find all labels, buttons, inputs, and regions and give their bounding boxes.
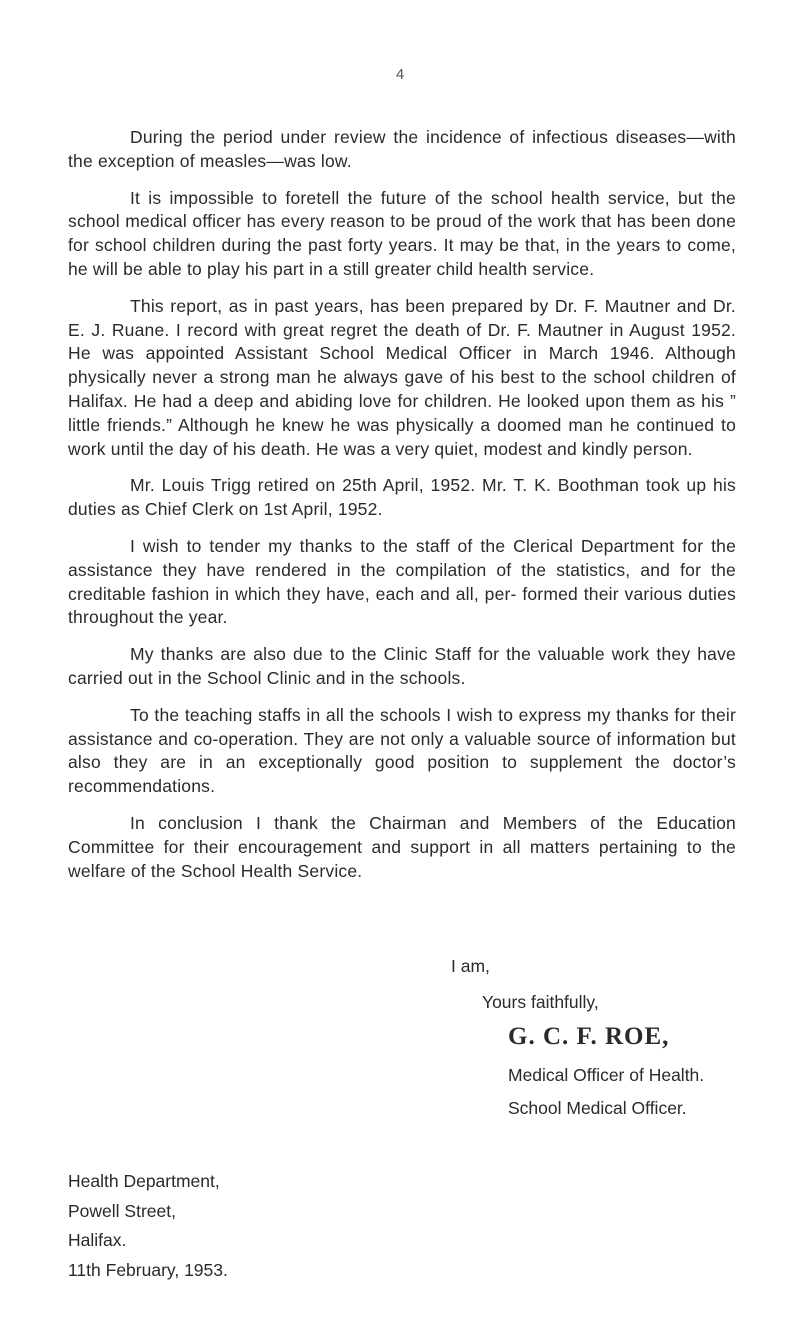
address-line-department: Health Department,: [68, 1171, 220, 1191]
paragraph-clinic-thanks: My thanks are also due to the Clinic Staff for the valuable work they have carried out in the School Clinic and in the schools.: [68, 644, 736, 688]
paragraph-staff-changes: Mr. Louis Trigg retired on 25th April, 1952. Mr. T. K. Boothman took up his duties as Chief Clerk on 1st April, 1952.: [68, 475, 736, 520]
letter-date: 11th February, 1953.: [68, 1259, 228, 1280]
valediction: Yours faithfully,: [482, 992, 599, 1012]
officer-title-school: School Medical Officer.: [508, 1098, 687, 1118]
paragraph-future-service: It is impossible to foretell the future of the school health service, but the school medical officer has every reason to be proud of the work that has been done for school children during the past forty years. It may be that, in the years to come, he will be able to play his part in a still greater child health service.: [68, 187, 736, 279]
paragraph-teaching-thanks: To the teaching staffs in all the schools I wish to express my thanks for their assistance and co-operation. They are not only a valuable source of information but also they are in an exceptionally good position to supplement the doctor’s recommendations.: [68, 704, 736, 797]
salutation: I am,: [451, 956, 490, 976]
signature: G. C. F. ROE,: [508, 1023, 670, 1050]
address-line-town: Halifax.: [68, 1230, 127, 1250]
paragraph-dr-mautner: This report, as in past years, has been prepared by Dr. F. Mautner and Dr. E. J. Ruane. I record with great regret the death of Dr. F. Mautner in August 1952. He was appointed Assistant School Medical Officer in March 1946. Although physically never a strong man he always gave of his best to the school children of Halifax. He had a deep and abiding love for children. He looked upon them as his ” little friends.” Although he knew he was physically a doomed man he continued to work until the day of his death. He was a very quiet, modest and kindly person.: [68, 295, 736, 459]
paragraph-conclusion: In conclusion I thank the Chairman and Members of the Education Committee for their encouragement and support in all matters pertaining to the welfare of the School Health Service.: [68, 812, 736, 881]
paragraph-infectious-diseases: During the period under review the incidence of infectious diseases—with the exception of measles—was low.: [68, 127, 736, 171]
paragraph-clerical-thanks: I wish to tender my thanks to the staff of the Clerical Department for the assistance they have rendered in the compilation of the statistics, and for the creditable fashion in which they have, each and all, per- formed their various duties throughout the year.: [68, 535, 736, 628]
address-line-street: Powell Street,: [68, 1200, 176, 1221]
sender-address: [68, 1167, 228, 1285]
officer-title-health: Medical Officer of Health.: [508, 1065, 705, 1085]
letter-body: [68, 126, 736, 896]
page-number: 4: [395, 66, 405, 83]
